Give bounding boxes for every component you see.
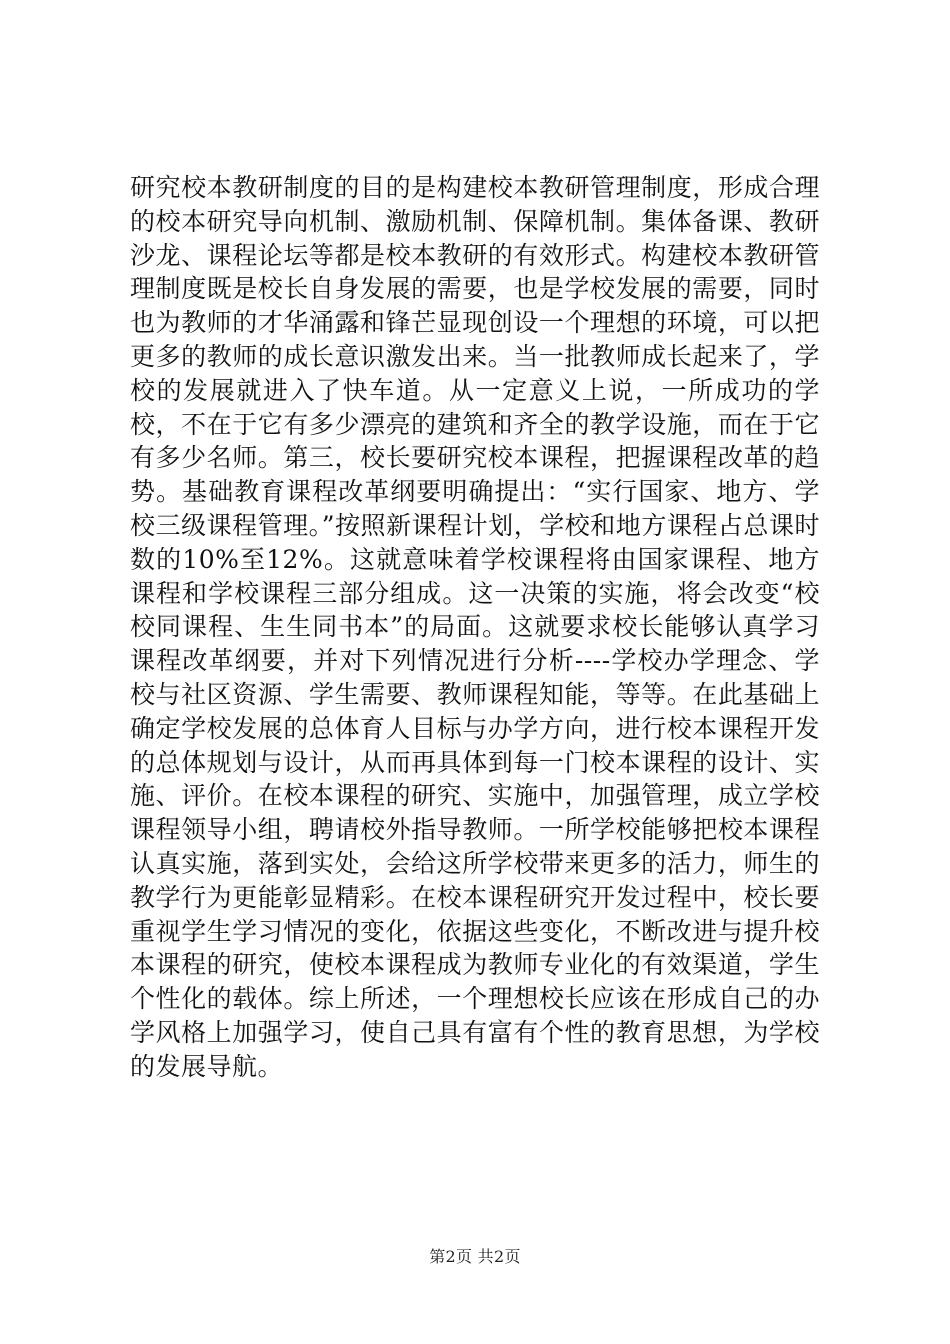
page-footer: 第2页 共2页	[429, 1247, 521, 1266]
body-paragraph: 研究校本教研制度的目的是构建校本教研管理制度，形成合理的校本研究导向机制、激励机制、保障机制。集体备课、教研沙龙、课程论坛等都是校本教研的有效形式。构建校本教研管理制度既是校长自身发展的需要，也是学校发展的需要，同时也为教师的才华涌露和锋芒显现创设一个理想的环境，可以把更多的教师的成长意识激发出来。当一批教师成长起来了，学校的发展就进入了快车道。从一定意义上说，一所成功的学校，不在于它有多少漂亮的建筑和齐全的教学设施，而在于它有多少名师。第三，校长要研究校本课程，把握课程改革的趋势。基础教育课程改革纲要明确提出：“实行国家、地方、学校三级课程管理。”按照新课程计划，学校和地方课程占总课时数的10%至12%。这就意味着学校课程将由国家课程、地方课程和学校课程三部分组成。这一决策的实施，将会改变“校校同课程、生生同书本”的局面。这就要求校长能够认真学习课程改革纲要，并对下列情况进行分析----学校办学理念、学校与社区资源、学生需要、教师课程知能，等等。在此基础上确定学校发展的总体育人目标与办学方向，进行校本课程开发的总体规划与设计，从而再具体到每一门校本课程的设计、实施、评价。在校本课程的研究、实施中，加强管理，成立学校课程领导小组，聘请校外指导教师。一所学校能够把校本课程认真实施，落到实处，会给这所学校带来更多的活力，师生的教学行为更能彰显精彩。在校本课程研究开发过程中，校长要重视学生学习情况的变化，依据这些变化，不断改进与提升校本课程的研究，使校本课程成为教师专业化的有效渠道，学生个性化的载体。综上所述，一个理想校长应该在形成自己的办学风格上加强学习，使自己具有富有个性的教育思想，为学校的发展导航。	[130, 173, 820, 1081]
